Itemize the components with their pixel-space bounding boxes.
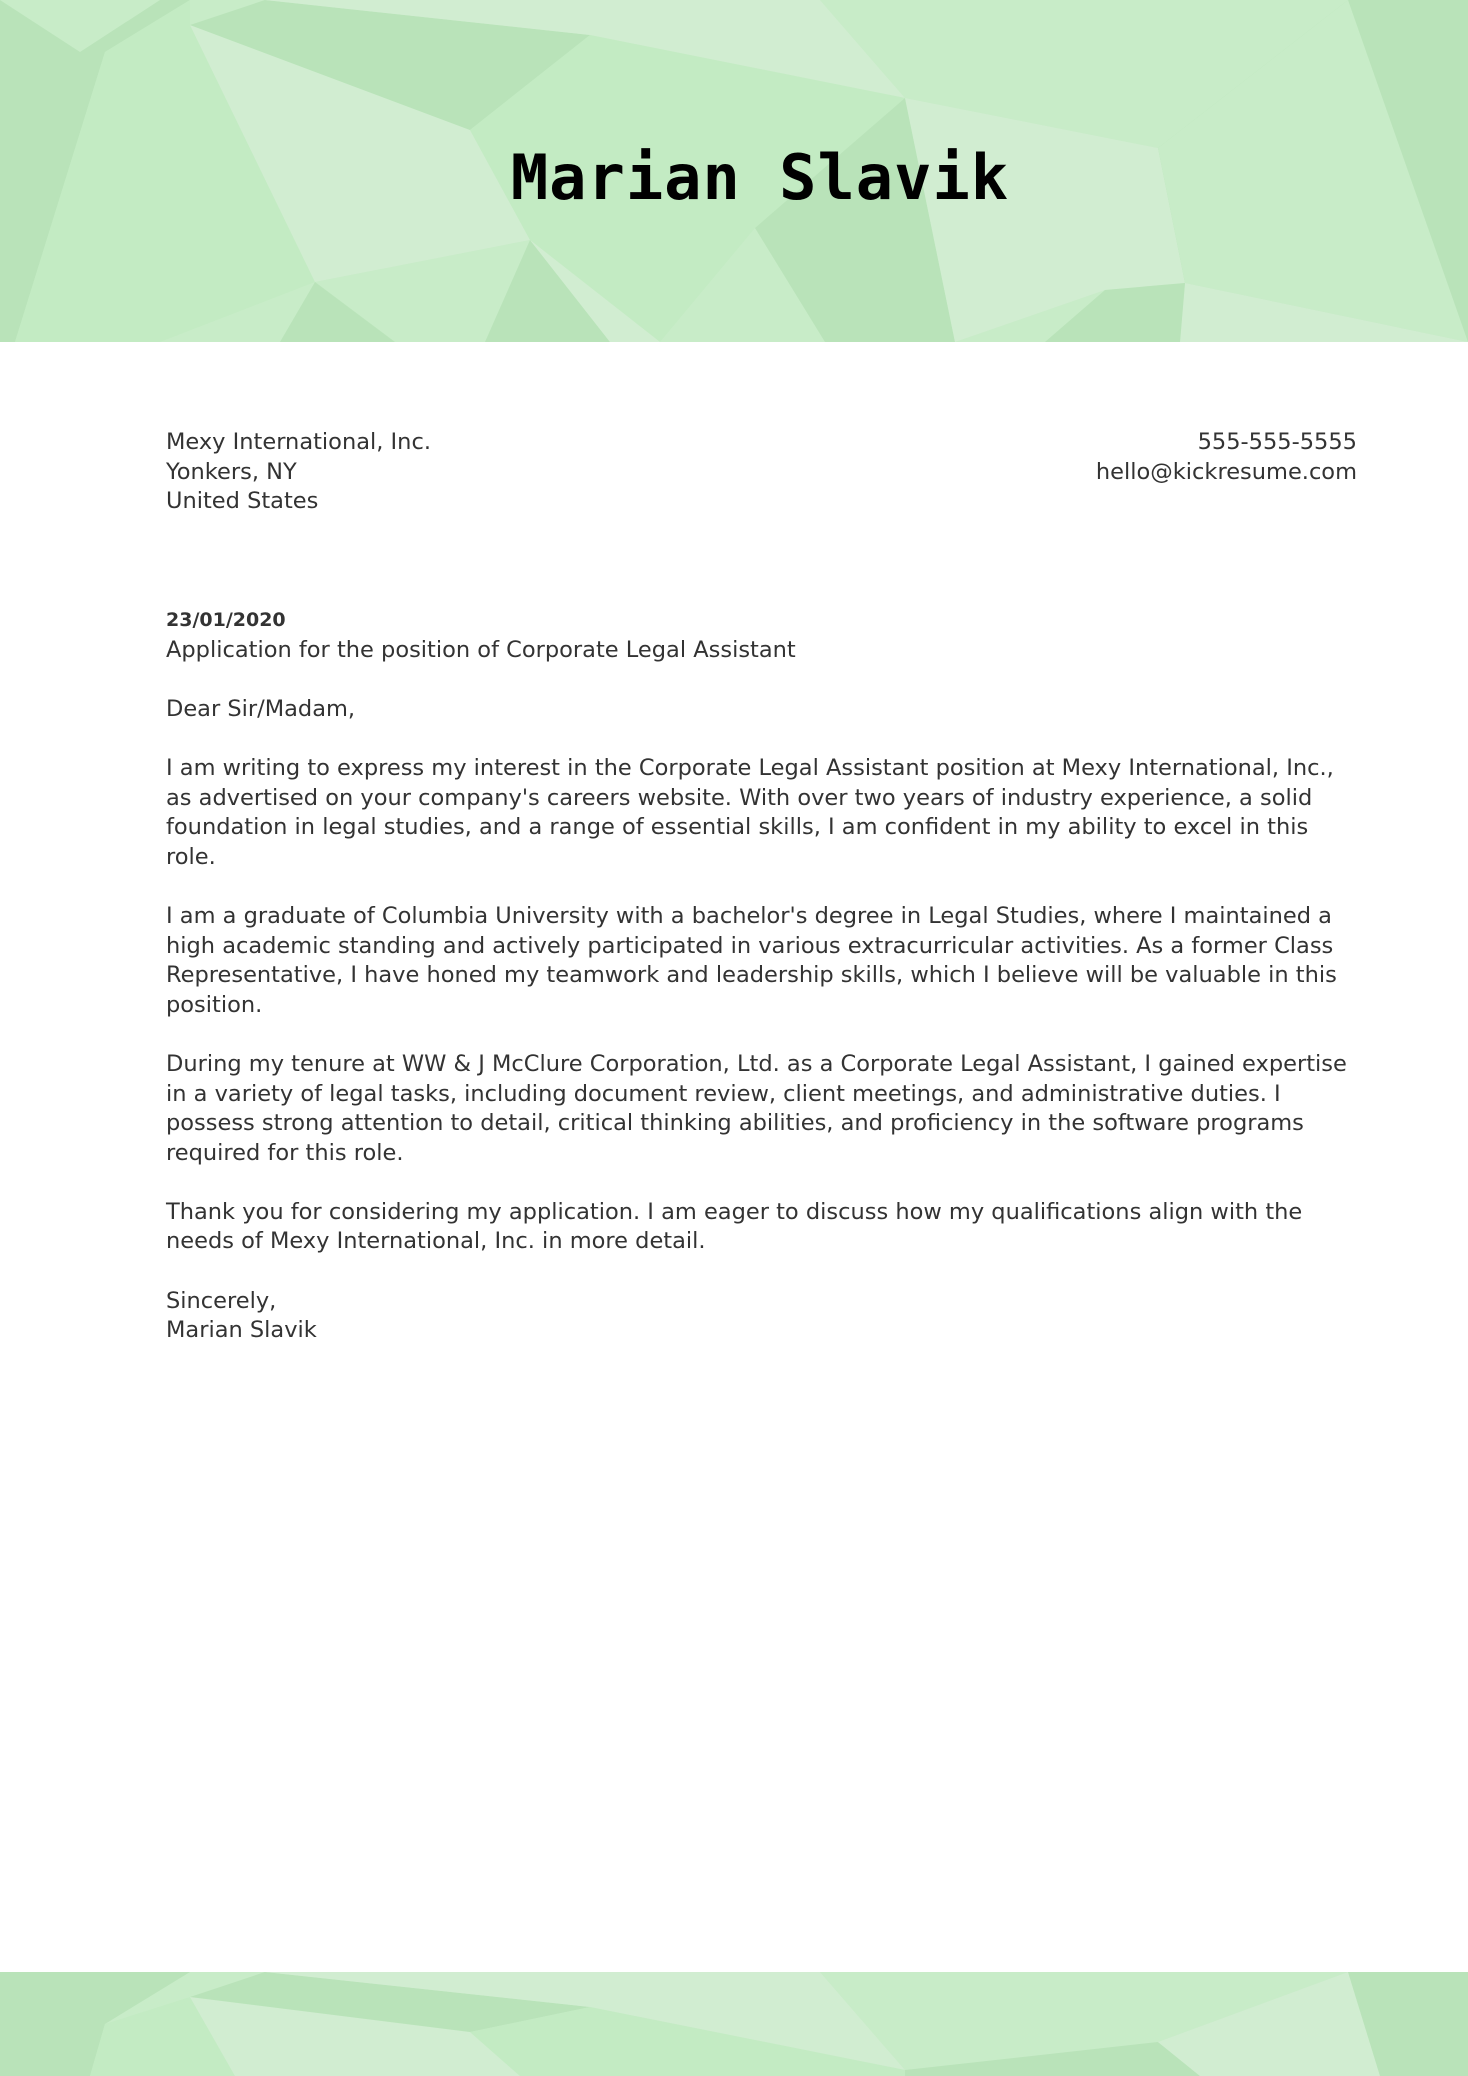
letter-subject: Application for the position of Corporate Legal Assistant <box>166 636 796 663</box>
footer-banner <box>0 1972 1468 2076</box>
paragraph-intro: I am writing to express my interest in the Corporate Legal Assistant position at Mexy International, Inc., as advertised on your company's careers website. With over two years of industry experience, a solid foundation in legal studies, and a range of essential skills, I am confident in my ability to excel in this role. <box>166 754 1334 870</box>
paragraph-experience: During my tenure at WW & J McClure Corporation, Ltd. as a Corporate Legal Assistant, I gained expertise in a variety of legal tasks, including document review, client meetings, and administrative duties. I possess strong attention to detail, critical thinking abilities, and proficiency in the software programs required for this role. <box>166 1050 1347 1166</box>
signature: Marian Slavik <box>166 1317 317 1344</box>
contact-phone: 555-555-5555 <box>1197 429 1357 455</box>
contact-email: hello@kickresume.com <box>1095 458 1357 485</box>
closing: Sincerely, <box>166 1287 277 1314</box>
letter-body <box>166 428 1357 1346</box>
salutation: Dear Sir/Madam, <box>166 695 356 722</box>
contact-info <box>1096 428 1357 487</box>
header-banner <box>0 0 1468 342</box>
paragraph-education: I am a graduate of Columbia University with a bachelor's degree in Legal Studies, where I maintained a high academic standing and actively participated in various extracurricular activities. As a former Class Representative, I have honed my teamwork and leadership skills, which I believe will be valuable in this position. <box>166 902 1337 1018</box>
letter-date: 23/01/2020 <box>166 609 286 631</box>
recipient-city: Yonkers, NY <box>166 458 297 485</box>
paragraph-closing: Thank you for considering my application. I am eager to discuss how my qualifications align with the needs of Mexy International, Inc. in more detail. <box>166 1198 1303 1255</box>
polygon-pattern-footer <box>0 1972 1468 2076</box>
recipient-company: Mexy International, Inc. <box>166 429 431 455</box>
applicant-name: Marian Slavik <box>510 141 1010 214</box>
recipient-address <box>166 428 431 517</box>
address-row <box>166 428 1357 606</box>
recipient-country: United States <box>166 488 319 515</box>
